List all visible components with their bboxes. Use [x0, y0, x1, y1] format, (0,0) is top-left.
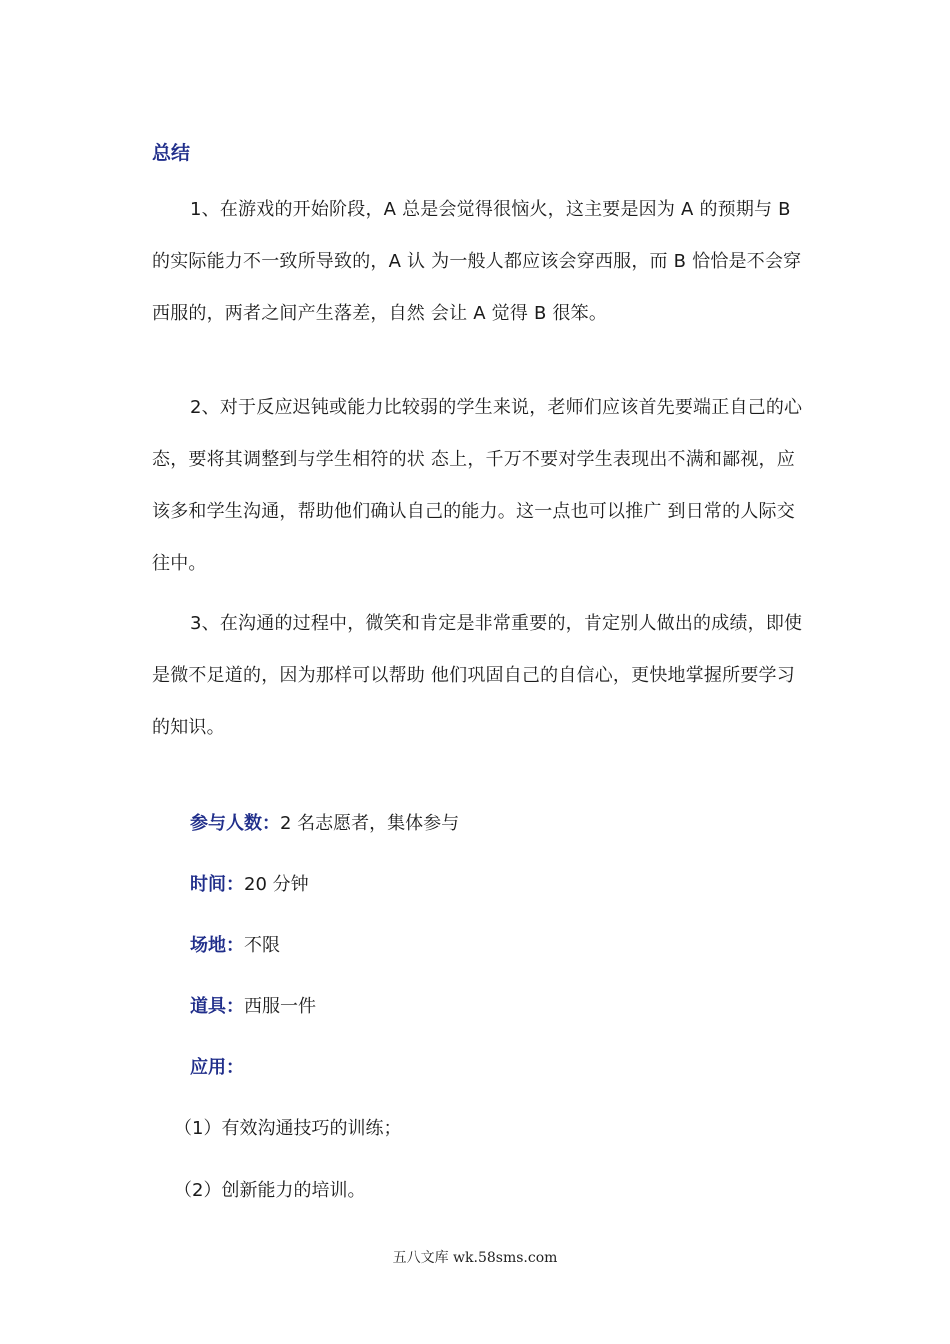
paragraph-2: 2、对于反应迟钝或能力比较弱的学生来说，老师们应该首先要端正自己的心态，要将其调整到与学生相符的状 态上，千万不要对学生表现出不满和鄙视，应该多和学生沟通，帮助他们确认自己的能力。这一点也可以推广 到日常的人际交往中。: [152, 397, 803, 574]
usage-item-2: （2）创新能力的培训。: [174, 1180, 366, 1201]
info-usage-label: 应用：: [190, 1057, 244, 1078]
info-venue-label: 场地：: [190, 935, 244, 956]
paragraph-3: 3、在沟通的过程中，微笑和肯定是非常重要的，肯定别人做出的成绩，即使是微不足道的，因为那样可以帮助 他们巩固自己的自信心，更快地掌握所要学习的知识。: [152, 613, 803, 738]
info-participants-label: 参与人数：: [190, 813, 280, 834]
usage-item-1: （1）有效沟通技巧的训练；: [174, 1118, 402, 1139]
info-props-value: 西服一件: [244, 996, 316, 1017]
section-heading: 总结: [152, 142, 191, 164]
info-usage: [190, 1054, 244, 1082]
info-time-value: 20 分钟: [244, 874, 309, 895]
info-venue-value: 不限: [244, 935, 280, 956]
info-venue: [190, 932, 280, 960]
info-time-label: 时间：: [190, 874, 244, 895]
info-props: [190, 993, 316, 1021]
paragraph-1: 1、在游戏的开始阶段，A 总是会觉得很恼火，这主要是因为 A 的预期与 B 的实际能力不一致所导致的，A 认 为一般人都应该会穿西服，而 B 恰恰是不会穿西服的，两者之间产生落差，自然 会让 A 觉得 B 很笨。: [152, 199, 802, 324]
info-participants: [190, 810, 459, 838]
info-time: [190, 871, 309, 899]
info-participants-value: 2 名志愿者，集体参与: [280, 813, 460, 834]
info-props-label: 道具：: [190, 996, 244, 1017]
footer-watermark: 五八文库 wk.58sms.com: [392, 1250, 558, 1266]
